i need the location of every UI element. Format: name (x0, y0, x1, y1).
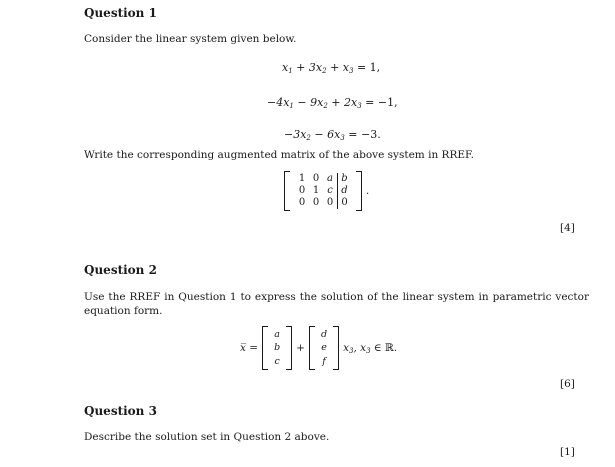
matrix-cell: 1 (298, 173, 306, 184)
question-2-heading: Question 2 (84, 263, 157, 277)
matrix-cell: 1 (312, 185, 320, 196)
matrix-trailing-period: . (366, 185, 370, 197)
solution-vector-lhs: x̅ = (240, 342, 259, 354)
vector-entry: c (274, 355, 280, 367)
vector-entry: b (274, 342, 281, 354)
vector-1 (262, 326, 292, 370)
right-bracket (356, 171, 362, 211)
question-2-marks: [6] (560, 378, 575, 390)
matrix-cell: 0 (298, 197, 306, 208)
right-bracket (286, 326, 292, 370)
parameter-domain: , $x_3$ ∈ ℝ. (353, 342, 398, 355)
question-2-instruction: Use the RREF in Question 1 to express the solution of the linear system in parametric vector equation form. (84, 291, 589, 317)
vector-entry: a (274, 329, 280, 341)
matrix-cell: c (327, 185, 333, 196)
right-bracket (333, 326, 339, 370)
augmented-matrix (284, 171, 369, 211)
equation-1: $x_1 + 3x_2 + x_3 = 1$, (282, 61, 381, 75)
vector-entry: f (322, 355, 326, 367)
equation-2: $-4x_1 - 9x_2 + 2x_3 = -1$, (267, 96, 398, 110)
plus-sign: + (296, 342, 305, 354)
vector-2 (309, 326, 339, 370)
equation-3: $-3x_2 - 6x_3 = -3$. (284, 128, 381, 142)
question-3-instruction: Describe the solution set in Question 2 above. (84, 431, 330, 443)
question-1-intro: Consider the linear system given below. (84, 33, 297, 45)
question-3-heading: Question 3 (84, 404, 157, 418)
parameter: $x_3$ (343, 342, 354, 355)
question-1-instruction: Write the corresponding augmented matrix of the above system in RREF. (84, 149, 475, 161)
matrix-cell: d (337, 185, 351, 197)
question-3-marks: [1] (560, 446, 575, 458)
matrix-grid (290, 171, 356, 211)
matrix-cell: 0 (312, 173, 320, 184)
vector-entry: e (321, 342, 327, 354)
matrix-cell: 0 (326, 197, 334, 208)
question-1-heading: Question 1 (84, 6, 157, 20)
parametric-solution (240, 326, 397, 370)
matrix-cell: 0 (337, 197, 351, 209)
matrix-cell: 0 (312, 197, 320, 208)
question-1-marks: [4] (560, 222, 575, 234)
matrix-cell: b (337, 173, 351, 185)
matrix-cell: 0 (298, 185, 306, 196)
matrix-cell: a (327, 173, 333, 184)
vector-entry: d (320, 329, 328, 341)
